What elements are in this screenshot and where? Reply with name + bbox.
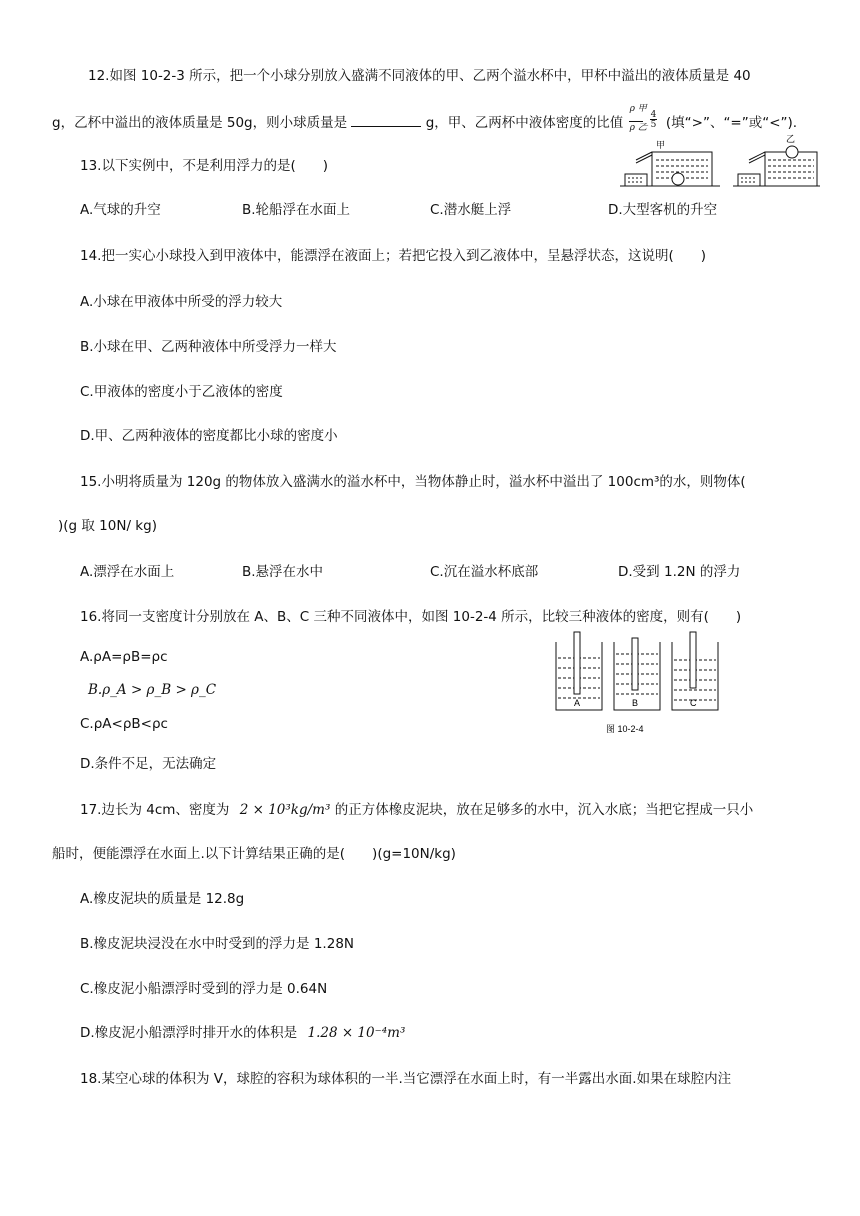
q14-option-a[interactable]: A.小球在甲液体中所受的浮力较大 xyxy=(80,294,283,310)
q15-stem-line1: 15.小明将质量为 120g 的物体放入盛满水的溢水杯中，当物体静止时，溢水杯中溢出了 100cm³的水，则物体( xyxy=(80,474,746,490)
q17-option-d-math: 1.28 × 10⁻⁴m³ xyxy=(307,1025,406,1041)
q12-line1: 12.如图 10-2-3 所示，把一个小球分别放入盛满不同液体的甲、乙两个溢水杯中，甲杯中溢出的液体质量是 40 xyxy=(88,68,751,84)
q16-option-b[interactable]: B.ρ_A > ρ_B > ρ_C xyxy=(88,682,217,698)
q17-density-math: 2 × 10³kg/m³ xyxy=(239,802,331,818)
q12-frac-value: 4 xyxy=(650,110,657,120)
q14-option-c[interactable]: C.甲液体的密度小于乙液体的密度 xyxy=(80,384,283,400)
q14-option-b[interactable]: B.小球在甲、乙两种液体中所受浮力一样大 xyxy=(80,339,337,355)
q17-option-c[interactable]: C.橡皮泥小船漂浮时受到的浮力是 0.64N xyxy=(80,981,328,997)
q17-stem-line1 xyxy=(80,802,753,818)
q17-option-a[interactable]: A.橡皮泥块的质量是 12.8g xyxy=(80,891,245,907)
q17-text-b: 的正方体橡皮泥块，放在足够多的水中，沉入水底；当把它捏成一只小 xyxy=(334,802,754,818)
q12-text-c: (填“>”、“=”或“<”). xyxy=(665,115,798,131)
q12-frac-top: ρ 甲 xyxy=(629,104,647,114)
beaker-c xyxy=(672,632,718,710)
q15-option-b[interactable]: B.悬浮在水中 xyxy=(242,564,324,580)
q12-answer-blank[interactable] xyxy=(351,114,421,127)
beaker-b-label: B xyxy=(632,698,639,708)
q17-option-b[interactable]: B.橡皮泥块浸没在水中时受到的浮力是 1.28N xyxy=(80,936,355,952)
q13-option-d[interactable]: D.大型客机的升空 xyxy=(608,202,718,218)
q16-option-c[interactable]: C.ρA<ρB<ρc xyxy=(80,716,168,732)
q13-option-c[interactable]: C.潜水艇上浮 xyxy=(430,202,512,218)
cup-yi xyxy=(733,134,820,186)
beaker-a-label: A xyxy=(574,698,581,708)
q17-text-a: 17.边长为 4cm、密度为 xyxy=(80,802,230,818)
q16-stem: 16.将同一支密度计分别放在 A、B、C 三种不同液体中，如图 10-2-4 所示，比较三种液体的密度，则有( ) xyxy=(80,609,742,625)
q17-stem-line2: 船时，便能漂浮在水面上.以下计算结果正确的是( )(g=10N/kg) xyxy=(52,846,456,862)
q16-option-d[interactable]: D.条件不足，无法确定 xyxy=(80,756,217,772)
q15-stem-line2: )(g 取 10N/ kg) xyxy=(58,518,157,534)
q15-option-a[interactable]: A.漂浮在水面上 xyxy=(80,564,175,580)
q16-option-a[interactable]: A.ρA=ρB=ρc xyxy=(80,649,168,665)
q15-option-c[interactable]: C.沉在溢水杯底部 xyxy=(430,564,539,580)
q14-stem: 14.把一实心小球投入到甲液体中，能漂浮在液面上；若把它投入到乙液体中，呈悬浮状态，这说明( ) xyxy=(80,248,707,264)
q14-option-d[interactable]: D.甲、乙两种液体的密度都比小球的密度小 xyxy=(80,428,338,444)
figure-10-2-4-caption: 图 10-2-4 xyxy=(606,724,644,734)
q17-option-d[interactable] xyxy=(80,1025,405,1041)
beaker-a xyxy=(556,632,602,710)
q17-option-d-text: D.橡皮泥小船漂浮时排开水的体积是 xyxy=(80,1025,298,1041)
q15-option-d[interactable]: D.受到 1.2N 的浮力 xyxy=(618,564,741,580)
q12-text-a: g，乙杯中溢出的液体质量是 50g，则小球质量是 xyxy=(52,115,348,131)
q12-frac-value-den: 5 xyxy=(650,120,657,130)
figure-10-2-3 xyxy=(620,134,820,196)
q13-option-b[interactable]: B.轮船浮在水面上 xyxy=(242,202,351,218)
cup-jia-label: 甲 xyxy=(656,140,666,150)
beaker-b xyxy=(614,638,660,710)
q12-frac-bottom: ρ 乙 xyxy=(629,123,647,133)
cup-jia xyxy=(620,140,720,186)
figure-10-2-4 xyxy=(554,630,724,740)
q13-option-a[interactable]: A.气球的升空 xyxy=(80,202,161,218)
q13-stem: 13.以下实例中，不是利用浮力的是( ) xyxy=(80,158,329,174)
cup-yi-label: 乙 xyxy=(786,134,796,144)
q12-text-b: g，甲、乙两杯中液体密度的比值 xyxy=(425,115,624,131)
beaker-c-label: C xyxy=(690,698,697,708)
q18-stem: 18.某空心球的体积为 V，球腔的容积为球体积的一半.当它漂浮在水面上时，有一半露出水面.如果在球腔内注 xyxy=(80,1071,732,1087)
q12-density-ratio: ρ 甲 ρ 乙 _ 4 5 xyxy=(629,104,657,133)
